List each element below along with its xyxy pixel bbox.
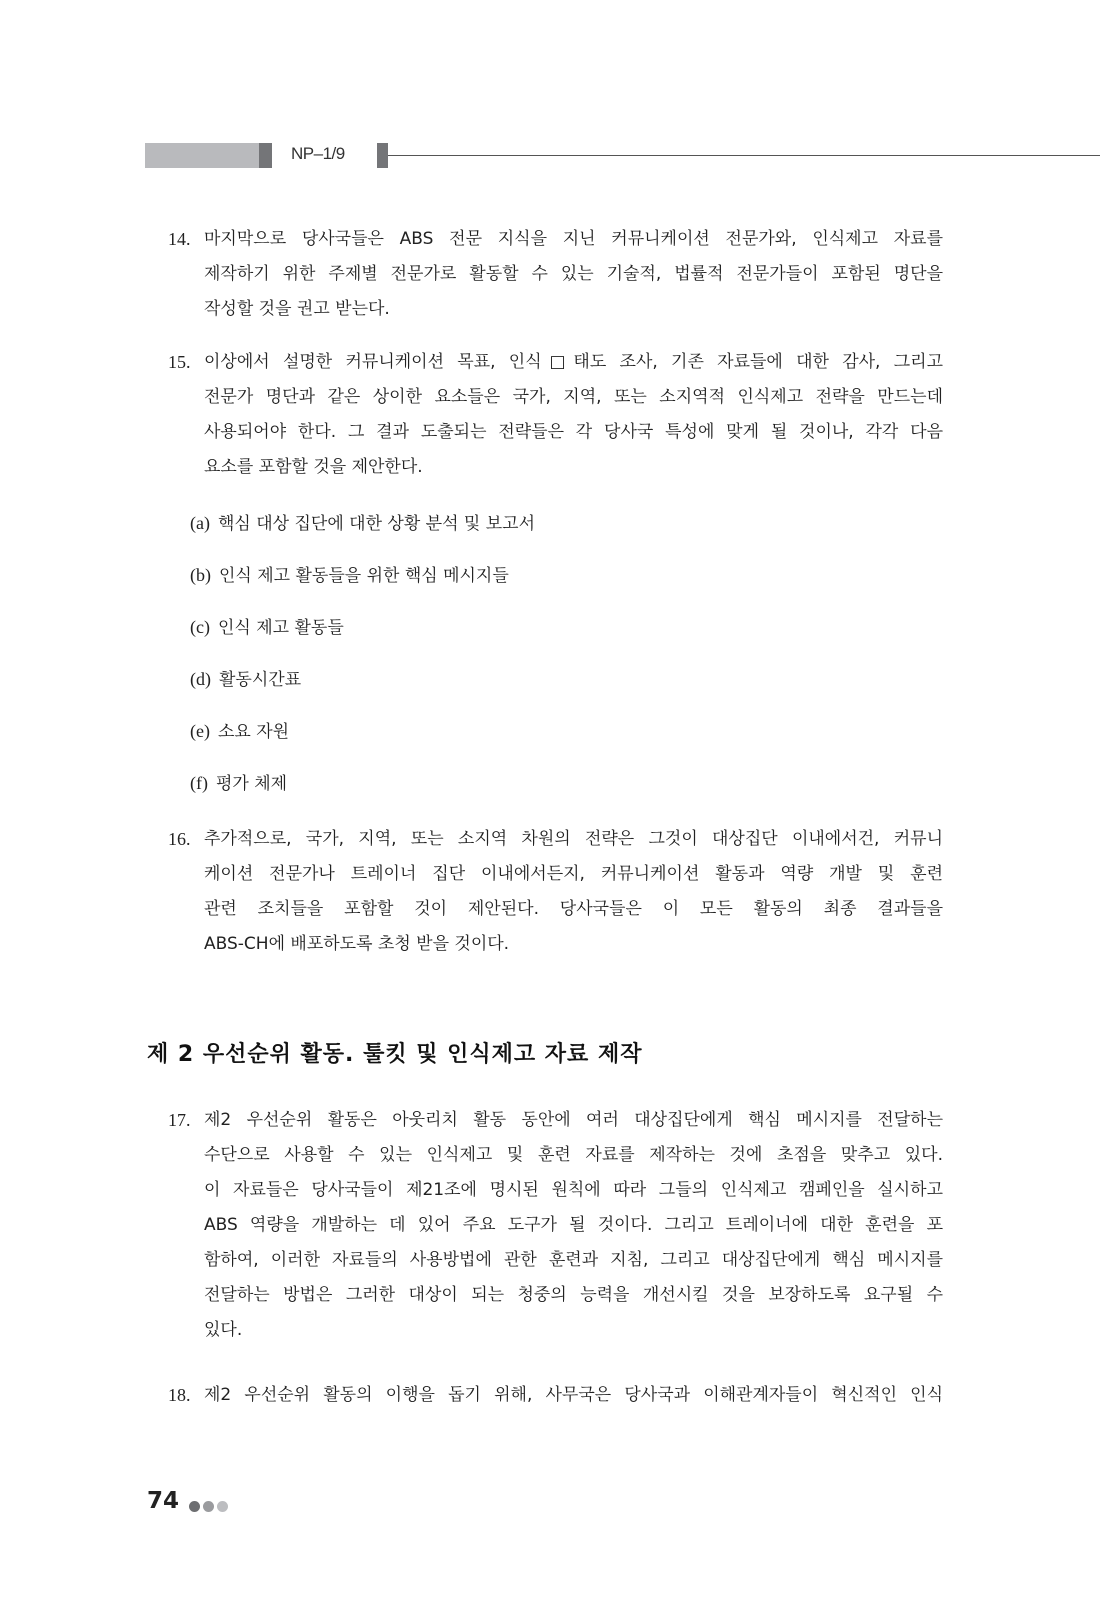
page-dot-icon [203, 1501, 214, 1512]
list-marker: (c) [190, 617, 210, 637]
list-item-text: 인식 제고 활동들을 위한 핵심 메시지들 [219, 566, 509, 586]
list-marker: (b) [190, 565, 211, 585]
paragraph-line: 작성할 것을 권고 받는다. [204, 299, 390, 319]
paragraph-number: 14. [168, 229, 191, 249]
paragraph-line: ABS 역량을 개발하는 데 있어 주요 도구가 될 것이다. 그리고 트레이너에 대한 훈련을 포 [204, 1215, 943, 1235]
list-marker: (e) [190, 721, 210, 741]
paragraph-number: 16. [168, 829, 191, 849]
paragraph-17 [168, 1103, 943, 1348]
paragraph-15 [168, 345, 943, 485]
list-item-text: 평가 체제 [215, 774, 288, 794]
paragraph-line: 수단으로 사용할 수 있는 인식제고 및 훈련 자료를 제작하는 것에 초점을 맞추고 있다. [204, 1145, 943, 1165]
header-dark-marker-left [259, 143, 272, 168]
paragraph-line: 이상에서 설명한 커뮤니케이션 목표, 인식□태도 조사, 기존 자료들에 대한 감사, 그리고 [204, 352, 943, 372]
page-dot-icon [217, 1501, 228, 1512]
list-item-e [190, 716, 289, 747]
paragraph-line: 제2 우선순위 활동은 아웃리치 활동 동안에 여러 대상집단에게 핵심 메시지를 전달하는 [204, 1110, 943, 1130]
paragraph-line: 제2 우선순위 활동의 이행을 돕기 위해, 사무국은 당사국과 이해관계자들이 혁신적인 인식 [204, 1385, 943, 1405]
paragraph-line: 추가적으로, 국가, 지역, 또는 소지역 차원의 전략은 그것이 대상집단 이내에서건, 커뮤니 [204, 829, 943, 849]
paragraph-line: 있다. [204, 1320, 243, 1340]
list-item-text: 소요 자원 [217, 722, 290, 742]
paragraph-16 [168, 822, 943, 962]
list-item-f [190, 768, 287, 799]
document-code: NP–1/9 [291, 144, 345, 163]
list-marker: (f) [190, 773, 208, 793]
list-item-a [190, 508, 535, 539]
paragraph-line: 제작하기 위한 주제별 전문가로 활동할 수 있는 기술적, 법률적 전문가들이 포함된 명단을 [204, 264, 943, 284]
paragraph-14 [168, 222, 943, 327]
paragraph-number: 18. [168, 1385, 191, 1405]
page-dot-icon [189, 1501, 200, 1512]
paragraph-line: 요소를 포함할 것을 제안한다. [204, 457, 423, 477]
section-heading: 제 2 우선순위 활동. 툴킷 및 인식제고 자료 제작 [147, 1042, 643, 1067]
paragraph-line: 전문가 명단과 같은 상이한 요소들은 국가, 지역, 또는 소지역적 인식제고 전략을 만드는데 [204, 387, 943, 407]
list-marker: (d) [190, 669, 211, 689]
header-dark-marker-right [377, 143, 388, 168]
paragraph-line: 관련 조치들을 포함할 것이 제안된다. 당사국들은 이 모든 활동의 최종 결과들을 [204, 899, 943, 919]
list-item-text: 인식 제고 활동들 [217, 618, 344, 638]
paragraph-18 [168, 1378, 943, 1413]
list-item-c [190, 612, 344, 643]
paragraph-line: 이 자료들은 당사국들이 제21조에 명시된 원칙에 따라 그들의 인식제고 캠페인을 실시하고 [204, 1180, 943, 1200]
paragraph-number: 17. [168, 1110, 191, 1130]
paragraph-line: 전달하는 방법은 그러한 대상이 되는 청중의 능력을 개선시킬 것을 보장하도록 요구될 수 [204, 1285, 943, 1305]
list-item-b [190, 560, 509, 591]
page-number: 74 [147, 1488, 180, 1514]
paragraph-line: ABS-CH에 배포하도록 초청 받을 것이다. [204, 934, 510, 954]
paragraph-line: 마지막으로 당사국들은 ABS 전문 지식을 지닌 커뮤니케이션 전문가와, 인식제고 자료를 [204, 229, 943, 249]
paragraph-line: 사용되어야 한다. 그 결과 도출되는 전략들은 각 당사국 특성에 맞게 될 것이나, 각각 다음 [204, 422, 943, 442]
header-rule [388, 155, 1100, 156]
list-item-text: 핵심 대상 집단에 대한 상황 분석 및 보고서 [217, 514, 535, 534]
list-item-d [190, 664, 301, 695]
header-gray-band [145, 143, 259, 168]
paragraph-line: 케이션 전문가나 트레이너 집단 이내에서든지, 커뮤니케이션 활동과 역량 개발 및 훈련 [204, 864, 943, 884]
paragraph-number: 15. [168, 352, 191, 372]
list-marker: (a) [190, 513, 210, 533]
paragraph-line: 함하여, 이러한 자료들의 사용방법에 관한 훈련과 지침, 그리고 대상집단에게 핵심 메시지를 [204, 1250, 943, 1270]
list-item-text: 활동시간표 [219, 670, 302, 690]
